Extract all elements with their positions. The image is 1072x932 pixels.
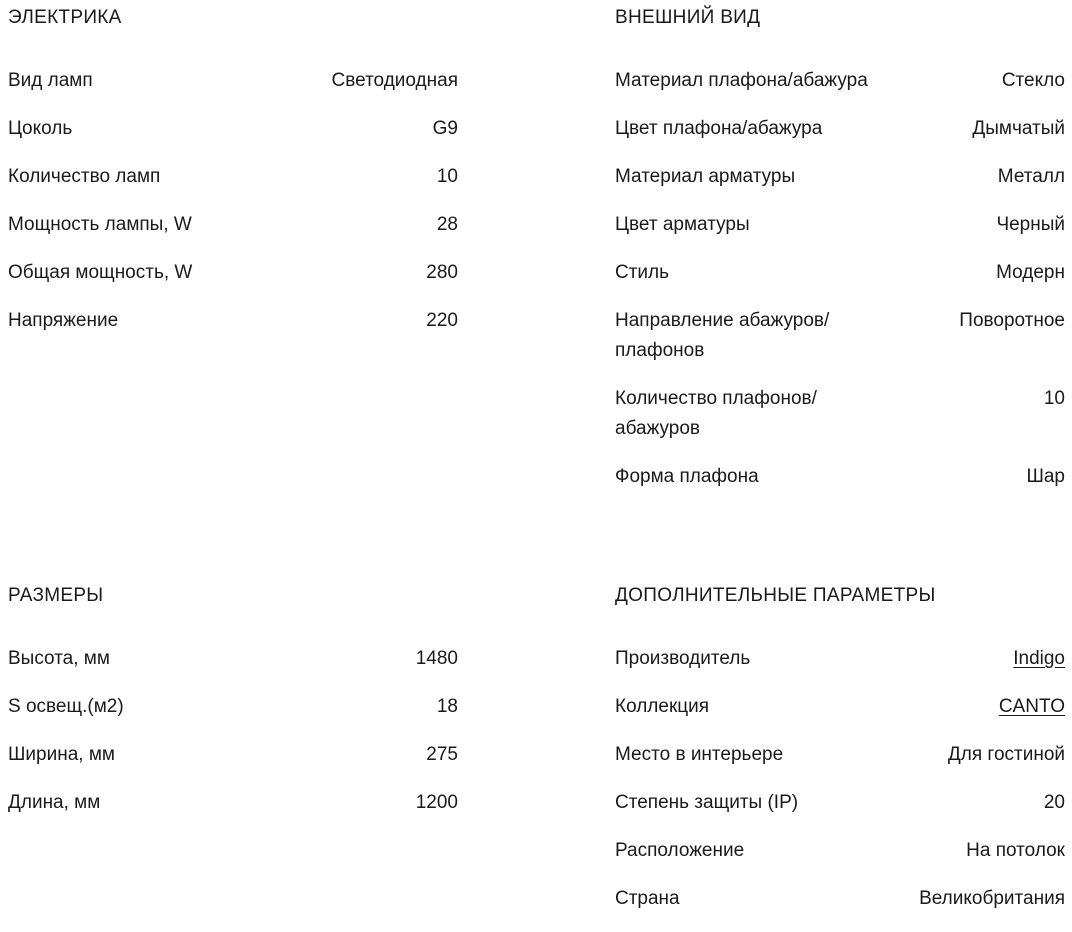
spec-row [615, 644, 1065, 674]
spec-row [8, 740, 458, 770]
spec-label: Мощность лампы, W [8, 214, 192, 235]
spec-row [615, 258, 1065, 288]
spec-value: 20 [1043, 792, 1065, 813]
spec-label: Материал плафона/абажура [615, 70, 868, 91]
spec-value: 10 [1043, 388, 1065, 409]
spec-row [8, 210, 458, 240]
spec-value: G9 [432, 118, 458, 139]
spec-value: 10 [436, 166, 458, 187]
spec-value: Металл [997, 166, 1065, 187]
spec-label: Форма плафона [615, 466, 759, 487]
spec-value: Модерн [996, 262, 1065, 283]
spec-row [615, 114, 1065, 144]
sizes-section [8, 584, 458, 836]
spec-value: Светодиодная [331, 70, 458, 91]
collection-link[interactable]: CANTO [998, 696, 1065, 717]
spec-row [8, 692, 458, 722]
spec-label: S освещ.(м2) [8, 696, 124, 717]
spec-value: Великобритания [919, 888, 1065, 909]
spec-row [615, 66, 1065, 96]
spec-label: Место в интерьере [615, 744, 784, 765]
spec-label: Материал арматуры [615, 166, 796, 187]
spec-value: 1200 [415, 792, 458, 813]
spec-value: Шар [1026, 466, 1065, 487]
spec-value: Дымчатый [972, 118, 1065, 139]
spec-row [615, 692, 1065, 722]
spec-row [8, 644, 458, 674]
spec-row [8, 66, 458, 96]
spec-label: Длина, мм [8, 792, 101, 813]
spec-row [8, 162, 458, 192]
spec-label: Коллекция [615, 696, 710, 717]
spec-value: Поворотное [959, 310, 1065, 331]
section-title: ВНЕШНИЙ ВИД [615, 7, 761, 28]
spec-row [615, 384, 1065, 444]
spec-row [615, 462, 1065, 492]
spec-row [8, 258, 458, 288]
spec-label: Направление абажуров/ плафонов [615, 310, 830, 361]
spec-row [8, 788, 458, 818]
spec-label: Напряжение [8, 310, 119, 331]
spec-value: Черный [996, 214, 1065, 235]
spec-label: Стиль [615, 262, 670, 283]
spec-value: На потолок [966, 840, 1065, 861]
manufacturer-link[interactable]: Indigo [1013, 648, 1065, 669]
spec-label: Страна [615, 888, 680, 909]
spec-label: Расположение [615, 840, 745, 861]
spec-value: Для гостиной [947, 744, 1065, 765]
spec-label: Вид ламп [8, 70, 93, 91]
spec-row [615, 740, 1065, 770]
spec-label: Высота, мм [8, 648, 110, 669]
extra-params-section [615, 584, 1065, 932]
spec-label: Цвет арматуры [615, 214, 750, 235]
spec-row [615, 306, 1065, 366]
appearance-section [615, 6, 1065, 510]
spec-label: Общая мощность, W [8, 262, 193, 283]
spec-row [8, 306, 458, 336]
spec-row [615, 884, 1065, 914]
spec-row [8, 114, 458, 144]
section-title: ЭЛЕКТРИКА [8, 7, 122, 28]
spec-value: 220 [426, 310, 458, 331]
spec-value: Стекло [1001, 70, 1065, 91]
section-title: РАЗМЕРЫ [8, 585, 104, 606]
spec-row [615, 788, 1065, 818]
spec-row [615, 836, 1065, 866]
spec-row [615, 162, 1065, 192]
spec-row [615, 210, 1065, 240]
spec-label: Количество ламп [8, 166, 161, 187]
spec-label: Ширина, мм [8, 744, 115, 765]
electrics-section [8, 6, 458, 354]
spec-value: 275 [426, 744, 458, 765]
spec-value: 18 [436, 696, 458, 717]
spec-label: Цоколь [8, 118, 73, 139]
spec-label: Степень защиты (IP) [615, 792, 799, 813]
section-title: ДОПОЛНИТЕЛЬНЫЕ ПАРАМЕТРЫ [615, 585, 936, 606]
spec-label: Цвет плафона/абажура [615, 118, 823, 139]
spec-value: 28 [436, 214, 458, 235]
spec-value: 1480 [415, 648, 458, 669]
spec-label: Производитель [615, 648, 751, 669]
spec-label: Количество плафонов/ абажуров [615, 388, 817, 439]
spec-value: 280 [426, 262, 458, 283]
